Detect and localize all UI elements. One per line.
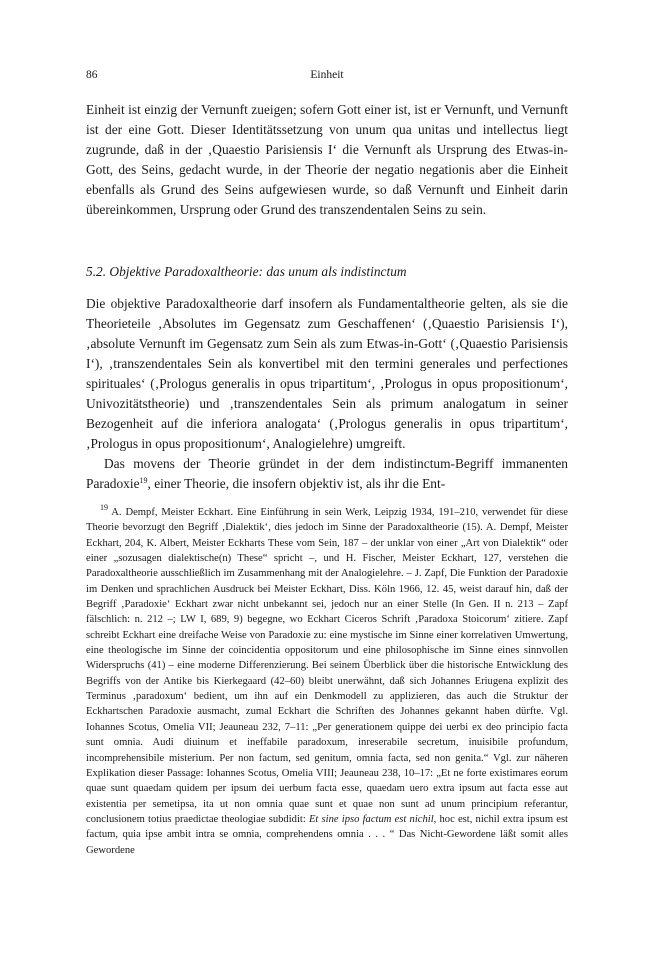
section-heading: 5.2. Objektive Paradoxaltheorie: das unum als indistinctum [86, 264, 407, 279]
body-paragraph: Die objektive Paradoxaltheorie darf insofern als Fundamentaltheorie gelten, als sie die Theorieteile ‚Absolutes im Gegensatz zum Geschaffenen‘ (‚Quaestio Parisiensis I‘), ‚absolute Vernunft im Gegensatz zum Sein als zum Etwas-in-Gott‘ (‚Quaestio Parisiensis I‘), ‚transzendentales Sein als konvertibel mit den termini generales und perfectiones spirituales‘ (‚Prologus generalis in opus tripartitum‘, ‚Prologus in opus propositionum‘, Univozitätstheorie) und ‚transzendentales Sein als primum analogatum in seiner Bezogenheit auf die inferiora analogata‘ (‚Prologus generalis in opus tripartitum‘, ‚Prologus in opus propositionum‘, Analogielehre) umgreift. [86, 296, 568, 451]
paragraph-unity-reason [86, 100, 568, 220]
footnote-text: A. Dempf, Meister Eckhart. Eine Einführung in sein Werk, Leipzig 1934, 191–210, verwendet für diese Theorie bevorzugt den Begriff ‚Dialektik‘, dies jedoch im Sinne der Paradoxaltheorie (15). A. Dempf, Meister Eckhart, 204, K. Albert, Meister Eckharts These vom Sein, 187 – der unklar von einer „Art von Dialektik“ oder einer „sozusagen dialektische(n) These“ spricht –, und H. Fischer, Meister Eckhart, 127, verstehen die Paradoxaltheorie ausschließlich im Zusammenhang mit der Analogielehre. – J. Zapf, Die Funktion der Paradoxie im Denken und sprachlichen Ausdruck bei Meister Eckhart, Diss. Köln 1966, 12. 45, weist darauf hin, daß der Begriff ‚Paradoxie‘ Eckhart zwar nicht unbekannt sei, jedoch nur an einer Stelle (In Gen. II n. 213 – Zapf fälschlich: n. 212 –; LW I, 689, 9) begegne, wo Eckhart Ciceros Schrift ‚Paradoxa Stoicorum‘ zitiere. Zapf schreibt Eckhart eine dreifache Weise von Paradoxie zu: eine mystische im Sinne einer korrelativen Umwertung, eine theologische im Sinne der coincidentia oppositorum und eine philosophische im Sinne eines sinnvollen Widerspruchs (41) – eine moderne Differenzierung. Bei seinem Überblick über die historische Entwicklung des Begriffs von der Antike bis Kierkegaard (42–60) bleibt unerwähnt, daß sich Johannes Eriugena explizit des Terminus ‚paradoxum‘ bedient, um ihn auf ein Denkmodell zu applizieren, das auch die Struktur der Eckhartschen Paradoxie ausmacht, zumal Eckhart die Schriften des Johannes gekannt haben dürfte. Vgl. Iohannes Scotus, Omelia VII; Jeauneau 232, 7–11: „Per generationem quippe dei uerbi ex deo principio facta sunt omnia. Audi diuinum et ineffabile paradoxum, inreserabile secretum, inuisibile profundum, incomprehensibile misterium. Per non factum, sed genitum, omnia facta, sed non genita.“ Vgl. zur näheren Explikation dieser Passage: Iohannes Scotus, Omelia VIII; Jeauneau 238, 10–17: „Et ne forte existimares eorum quae sunt quaedam quidem per ipsum dei uerbum facta esse, quaedam uero extra ipsum aut facta esse aut existentia per semetipsa, ita ut non omnia quae sunt et quae non sunt ad unum principium referantur, conclusionem totius praedictae theologiae subdidit: [86, 507, 568, 825]
footnote-reference: 19 [139, 476, 148, 485]
footnote [86, 505, 568, 858]
running-head: Einheit [310, 69, 344, 81]
body-paragraph: Einheit ist einzig der Vernunft zueigen; sofern Gott einer ist, ist er Vernunft, und Vernunft ist der eine Gott. Dieser Identitätssetzung von unum qua unitas und intellectus liegt zugrunde, daß in der ‚Quaestio Parisiensis I‘ die Vernunft als Ursprung des Etwas-in-Gott, des Seins, gedacht wurde, in der Theorie der negatio negationis aber die Einheit ebenfalls als Grund des Seins aufgewiesen wurde, so daß Vernunft und Einheit darin übereinkommen, Ursprung oder Grund des transzendentalen Seins zu sein. [86, 102, 568, 217]
paragraph-text: Das movens der Theorie gründet in der dem indistinctum-Begriff immanenten Paradoxie [86, 456, 568, 491]
footnote-italic-quote: Et sine ipso factum est nichil [308, 813, 434, 825]
footnote-number: 19 [100, 503, 108, 512]
page-header [86, 69, 568, 85]
page-number: 86 [86, 69, 98, 81]
body-paragraph [86, 454, 568, 494]
footnote-text: , hoc est, nichil extra ipsum est factum, quia ipse ambit intra se omnia, comprehendens omnia . . . “ Das Nicht-Gewordene läßt somit alles Gewordene [86, 813, 569, 856]
paragraphs-paradoxaltheorie [86, 294, 568, 494]
paragraph-text: , einer Theorie, die insofern objektiv ist, als ihr die Ent- [147, 476, 446, 491]
footnote-area [86, 505, 568, 858]
